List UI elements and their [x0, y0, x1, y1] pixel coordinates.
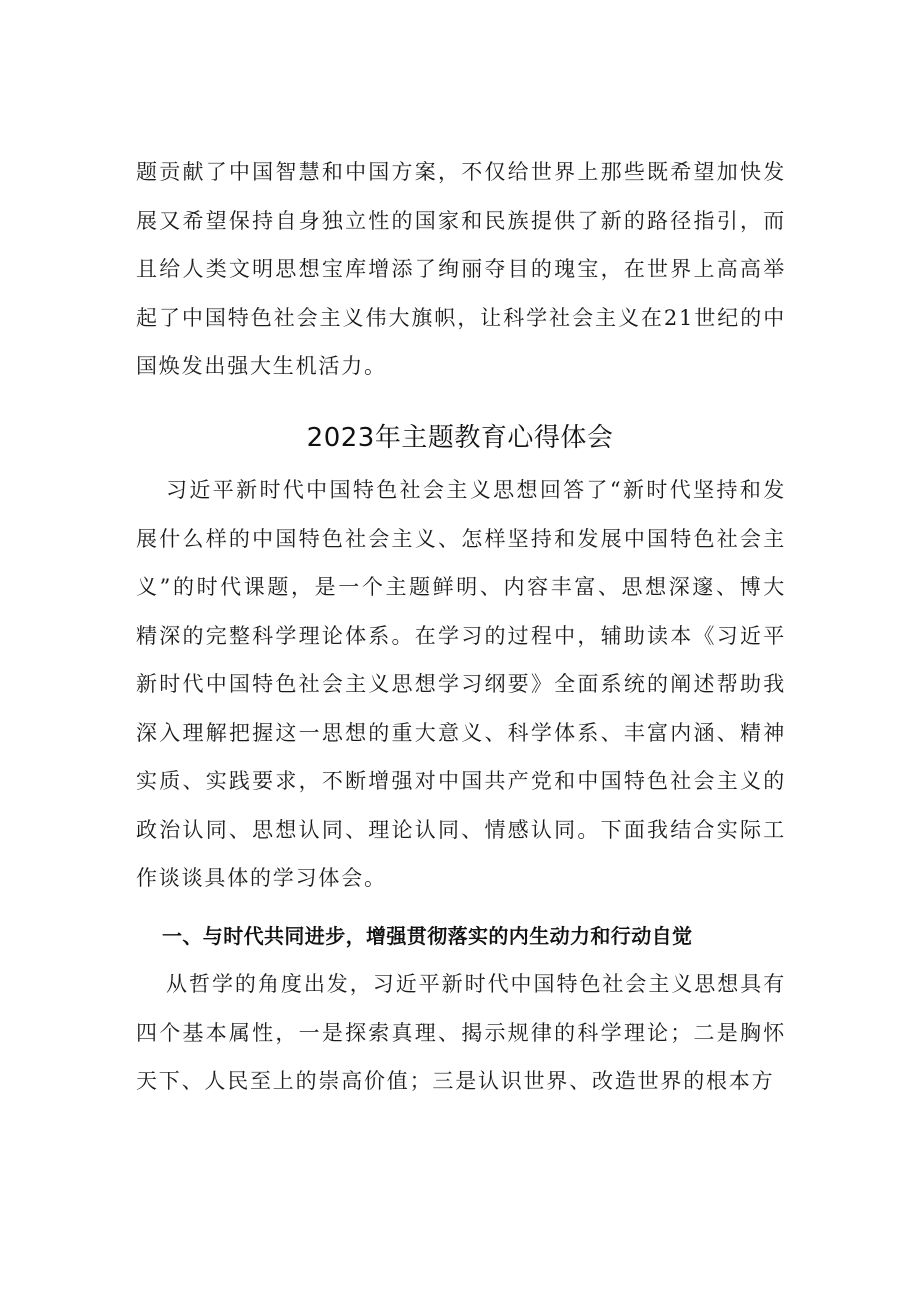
section-paragraph: 从哲学的角度出发，习近平新时代中国特色社会主义思想具有四个基本属性，一是探索真理、揭示规律的科学理论；二是胸怀天下、人民至上的崇高价值；三是认识世界、改造世界的根本方	[136, 972, 786, 1093]
intro-paragraph: 习近平新时代中国特色社会主义思想回答了“新时代坚持和发展什么样的中国特色社会主义、怎样坚持和发展中国特色社会主义”的时代课题，是一个主题鲜明、内容丰富、思想深邃、博大精深的完整科学理论体系。在学习的过程中，辅助读本《习近平新时代中国特色社会主义思想学习纲要》全面系统的阐述帮助我深入理解把握这一思想的重大意义、科学体系、丰富内涵、精神实质、实践要求，不断增强对中国共产党和中国特色社会主义的政治认同、思想认同、理论认同、情感认同。下面我结合实际工作谈谈具体的学习体会。	[136, 478, 786, 890]
section-heading: 一、与时代共同进步，增强贯彻落实的内生动力和行动自觉	[162, 924, 693, 948]
continued-paragraph: 题贡献了中国智慧和中国方案，不仅给世界上那些既希望加快发展又希望保持自身独立性的国家和民族提供了新的路径指引，而且给人类文明思想宝库增添了绚丽夺目的瑰宝，在世界上高高举起了中国特色社会主义伟大旗帜，让科学社会主义在21世纪的中国焕发出强大生机活力。	[136, 160, 786, 378]
document-title: 2023年主题教育心得体会	[306, 423, 614, 453]
